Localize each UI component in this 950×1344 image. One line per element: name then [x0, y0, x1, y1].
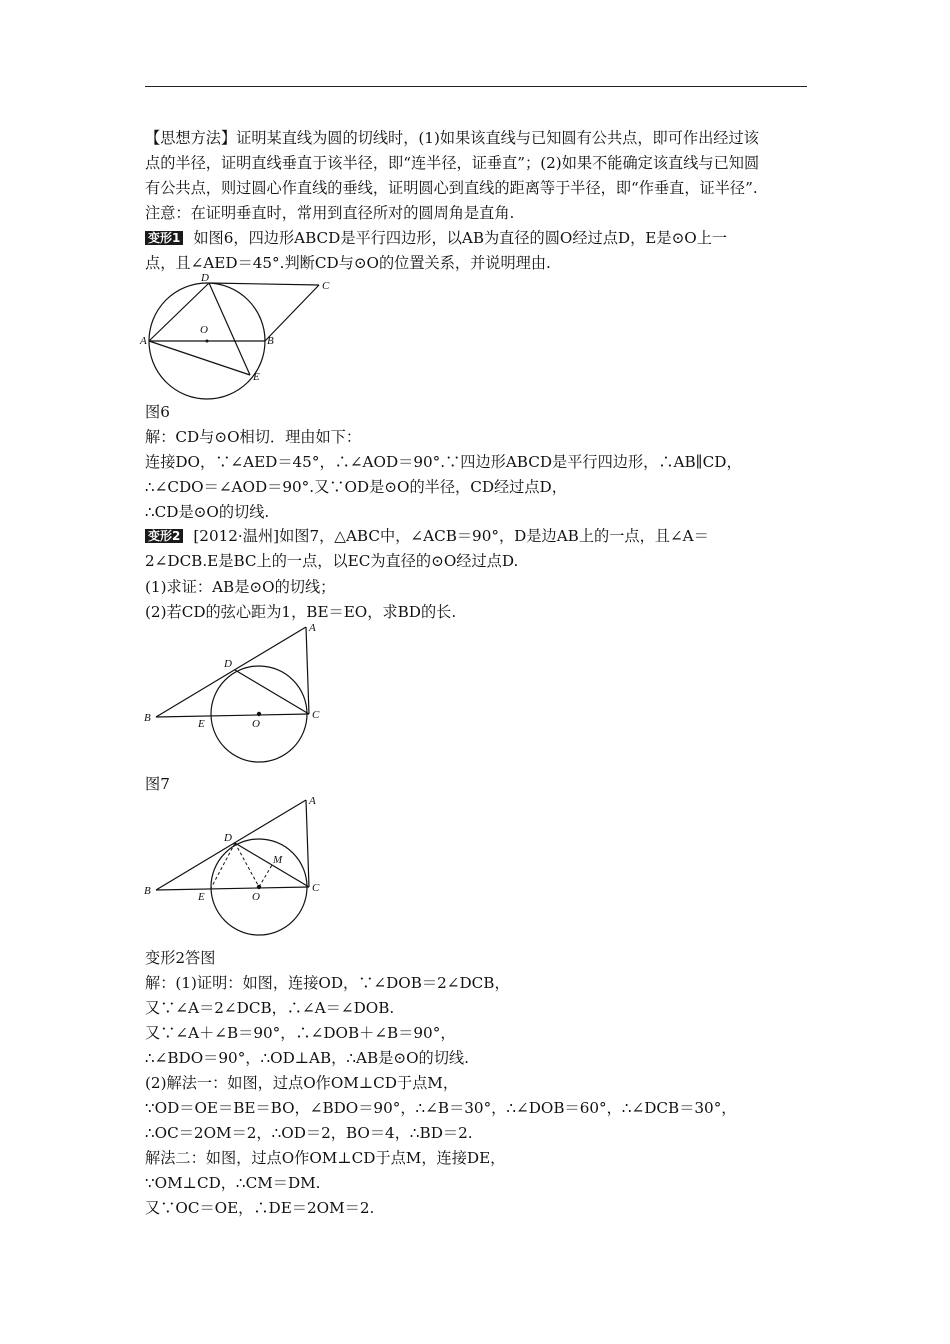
fig7-segment-ac: [306, 627, 309, 714]
fig7-segment-ba: [156, 627, 306, 717]
variant2-solution-line-2: 又∵∠A＝2∠DCB，∴∠A＝∠DOB.: [145, 999, 395, 1017]
fig6-label-d: D: [201, 272, 209, 284]
variant2-solution-line-10: 又∵OC＝OE，∴DE＝2OM＝2.: [145, 1199, 375, 1217]
variant1-question-line-2: 点，且∠AED＝45°.判断CD与⊙O的位置关系，并说明理由.: [145, 254, 551, 272]
figure-7-caption: 图7: [145, 775, 170, 793]
ans-label-e: E: [198, 891, 205, 903]
answer-figure-caption: 变形2答图: [145, 949, 216, 967]
fig7-label-a: A: [309, 622, 316, 634]
variant2-solution-line-5: (2)解法一：如图，过点O作OM⊥CD于点M，: [145, 1074, 459, 1092]
ans-segment-bc: [156, 887, 309, 890]
variant1-question-line-1: [145, 228, 815, 248]
variant1-question-text: 如图6，四边形ABCD是平行四边形，以AB为直径的圆O经过点D，E是⊙O上一: [193, 229, 728, 247]
figure-6: [140, 272, 340, 400]
variant2-badge: 变形2: [145, 529, 183, 543]
variant2-solution-line-4: ∴∠BDO＝90°，∴OD⊥AB，∴AB是⊙O的切线.: [145, 1049, 469, 1067]
figure-6-caption: 图6: [145, 403, 170, 421]
variant2-solution-line-6: ∵OD＝OE＝BE＝BO，∠BDO＝90°，∴∠B＝30°，∴∠DOB＝60°，∴∠DCB＝30°，: [145, 1099, 737, 1117]
ans-label-o: O: [252, 891, 260, 903]
fig7-segment-dc: [235, 670, 309, 714]
method-line-2: 点的半径，证明直线垂直于该半径，即“连半径，证垂直”；(2)如果不能确定该直线与已知圆: [145, 154, 760, 172]
fig7-label-e: E: [198, 718, 205, 730]
fig7-label-c: C: [312, 709, 320, 721]
variant2-solution-line-1: 解：(1)证明：如图，连接OD，∵∠DOB＝2∠DCB，: [145, 974, 510, 992]
method-line-1: 【思想方法】证明某直线为圆的切线时，(1)如果该直线与已知圆有公共点，即可作出经过该: [145, 129, 759, 147]
fig6-label-o: O: [200, 324, 208, 336]
variant1-solution-line-1: 解：CD与⊙O相切．理由如下：: [145, 428, 362, 446]
method-line-4: 注意：在证明垂直时，常用到直径所对的圆周角是直角.: [145, 204, 515, 222]
fig6-label-e: E: [253, 371, 260, 383]
fig6-center-dot: [206, 340, 209, 343]
fig6-label-b: B: [267, 335, 274, 347]
figure-7: [140, 620, 340, 765]
ans-segment-ba: [156, 800, 306, 890]
variant1-solution-line-2: 连接DO，∵∠AED＝45°，∴∠AOD＝90°.∵四边形ABCD是平行四边形，∴AB∥CD，: [145, 453, 742, 471]
ans-label-m: M: [273, 854, 283, 866]
fig6-label-a: A: [140, 335, 147, 347]
fig7-label-o: O: [252, 718, 260, 730]
fig7-center-dot: [257, 712, 261, 716]
figure-answer-2: [140, 793, 340, 938]
ans-dashed-om: [259, 865, 272, 887]
fig7-segment-bc: [156, 714, 309, 717]
variant2-solution-line-7: ∴OC＝2OM＝2，∴OD＝2，BO＝4，∴BD＝2.: [145, 1124, 473, 1142]
fig7-label-d: D: [224, 658, 232, 670]
variant2-question-line-1: [145, 526, 815, 546]
ans-center-dot: [257, 885, 261, 889]
header-rule: [145, 86, 807, 87]
variant1-badge: 变形1: [145, 231, 183, 245]
fig6-segment-dc: [209, 283, 319, 285]
variant1-solution-line-3: ∴∠CDO＝∠AOD＝90°.又∵OD是⊙O的半径，CD经过点D，: [145, 478, 567, 496]
fig6-segment-ae: [149, 341, 250, 375]
fig7-label-b: B: [144, 712, 151, 724]
fig6-segment-bc: [265, 285, 319, 341]
ans-label-b: B: [144, 885, 151, 897]
fig6-label-c: C: [322, 280, 330, 292]
ans-label-c: C: [312, 882, 320, 894]
variant2-solution-line-8: 解法二：如图，过点O作OM⊥CD于点M，连接DE，: [145, 1149, 506, 1167]
variant2-question-text: [2012·温州]如图7，△ABC中，∠ACB＝90°，D是边AB上的一点，且∠A＝: [193, 527, 709, 545]
variant2-question-2: (2)若CD的弦心距为1，BE＝EO，求BD的长.: [145, 603, 457, 621]
variant2-question-line-2: 2∠DCB.E是BC上的一点，以EC为直径的⊙O经过点D.: [145, 552, 519, 570]
variant1-solution-line-4: ∴CD是⊙O的切线.: [145, 503, 270, 521]
ans-label-a: A: [309, 795, 316, 807]
ans-label-d: D: [224, 832, 232, 844]
variant2-solution-line-3: 又∵∠A＋∠B＝90°，∴∠DOB＋∠B＝90°，: [145, 1024, 456, 1042]
variant2-solution-line-9: ∵OM⊥CD，∴CM＝DM.: [145, 1174, 321, 1192]
method-line-3: 有公共点，则过圆心作直线的垂线，证明圆心到直线的距离等于半径，即“作垂直，证半径”.: [145, 179, 758, 197]
variant2-question-1: (1)求证：AB是⊙O的切线；: [145, 578, 336, 596]
ans-segment-ac: [306, 800, 309, 887]
